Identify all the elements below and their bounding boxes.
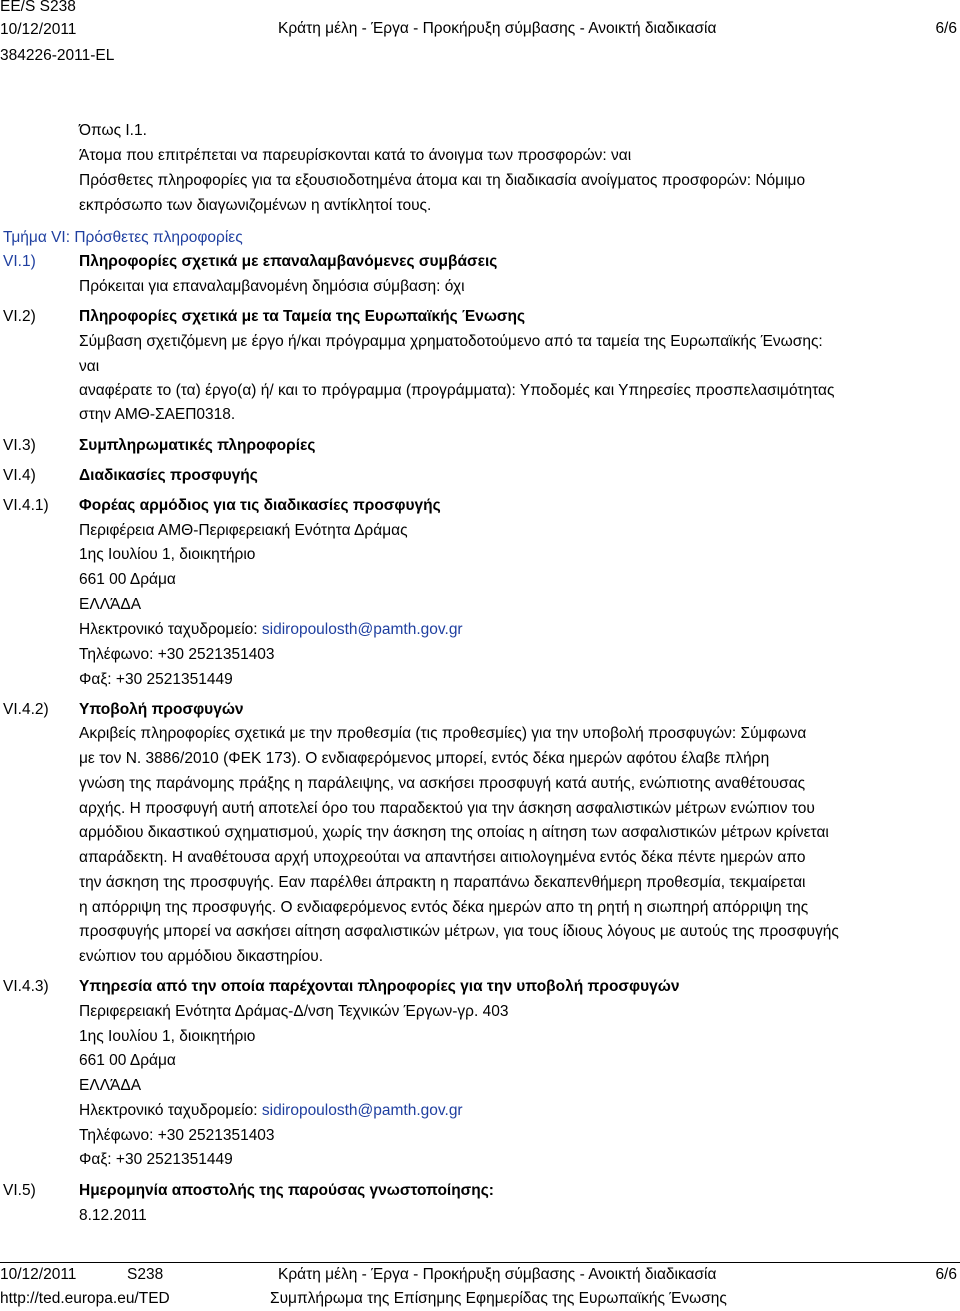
label-vi4: VI.4) <box>3 467 36 484</box>
doc-id: EE/S S238 <box>0 0 76 15</box>
heading-vi43: Υπηρεσία από την οποία παρέχονται πληροφορίες για την υποβολή προσφυγών <box>79 978 680 995</box>
intro-line: Όπως I.1. <box>79 122 147 139</box>
label-vi42: VI.4.2) <box>3 701 49 718</box>
vi42-line: γνώση της παράνομης πράξης η παράλειψης, να ασκήσει προσφυγή κατά αυτής, ενώπιοτης αναθέτουσας <box>79 775 806 792</box>
notice-number: 384226-2011-EL <box>0 47 115 64</box>
footer-title: Κράτη μέλη - Έργα - Προκήρυξη σύμβασης - Ανοικτή διαδικασία <box>278 1266 717 1283</box>
heading-vi42: Υποβολή προσφυγών <box>79 701 244 718</box>
heading-vi1: Πληροφορίες σχετικά με επαναλαμβανόμενες συμβάσεις <box>79 253 498 270</box>
label-vi41: VI.4.1) <box>3 497 49 514</box>
heading-vi5: Ημερομηνία αποστολής της παρούσας γνωστοποίησης: <box>79 1182 494 1199</box>
vi41-city: 661 00 Δράμα <box>79 571 176 588</box>
heading-vi3: Συμπληρωματικές πληροφορίες <box>79 437 316 454</box>
vi41-country: ΕΛΛΆΔΑ <box>79 596 142 613</box>
label-vi1: VI.1) <box>3 253 36 270</box>
vi42-line: προσφυγής μπορεί να ασκήσει αίτηση ασφαλιστικών μέτρων, για τους ίδιους λόγους με αυτούς της προσφυγής <box>79 923 839 940</box>
heading-vi2: Πληροφορίες σχετικά με τα Ταμεία της Ευρωπαϊκής Ένωσης <box>79 308 526 325</box>
phone-value: +30 2521351403 <box>157 646 275 663</box>
vi43-phone-row <box>79 1126 275 1146</box>
vi2-line: Σύμβαση σχετιζόμενη με έργο ή/και πρόγραμμα χρηματοδοτούμενο από τα ταμεία της Ευρωπαϊκής Ένωσης: <box>79 333 823 350</box>
vi2-line: στην ΑΜΘ-ΣΑΕΠ0318. <box>79 406 236 423</box>
email-link[interactable]: sidiropoulosth@pamth.gov.gr <box>261 621 463 638</box>
vi42-line: αρμόδιου δικαστικού σχηματισμού, χωρίς την άσκηση της οποίας η αίτηση των ασφαλιστικών μέτρων κρίνεται <box>79 824 829 841</box>
vi42-line: η απόρριψη της προσφυγής. Ο ενδιαφερόμενος εντός δέκα ημερών απο τη ρητή η σιωπηρή απόρριψη της <box>79 899 809 916</box>
vi43-address: 1ης Ιουλίου 1, διοικητήριο <box>79 1028 256 1045</box>
footer-subtitle: Συμπλήρωμα της Επίσημης Εφημερίδας της Ευρωπαϊκής Ένωσης <box>270 1290 727 1307</box>
vi5-date: 8.12.2011 <box>79 1207 147 1224</box>
header-title: Κράτη μέλη - Έργα - Προκήρυξη σύμβασης - Ανοικτή διαδικασία <box>278 20 717 37</box>
vi2-line: ναι <box>79 358 100 375</box>
fax-value: +30 2521351449 <box>115 1151 233 1168</box>
vi43-country: ΕΛΛΆΔΑ <box>79 1077 142 1094</box>
vi42-line: με τον Ν. 3886/2010 (ΦΕΚ 173). Ο ενδιαφερόμενος μπορεί, εντός δέκα ημερών αφότου έλαβε πλήρη <box>79 750 770 767</box>
footer-rule <box>0 1262 960 1263</box>
intro-line: Άτομα που επιτρέπεται να παρευρίσκονται κατά το άνοιγμα των προσφορών: ναι <box>79 147 632 164</box>
email-label: Ηλεκτρονικό ταχυδρομείο: <box>79 1102 262 1119</box>
fax-label: Φαξ: <box>79 671 116 688</box>
label-vi5: VI.5) <box>3 1182 36 1199</box>
intro-line: εκπρόσωπο των διαγωνιζομένων η αντίκλητοί τους. <box>79 197 432 214</box>
vi41-address: 1ης Ιουλίου 1, διοικητήριο <box>79 546 256 563</box>
phone-label: Τηλέφωνο: <box>79 1127 158 1144</box>
email-link[interactable]: sidiropoulosth@pamth.gov.gr <box>261 1102 463 1119</box>
page-header <box>0 0 960 70</box>
vi42-line: ενώπιον του αρμόδιου δικαστηρίου. <box>79 948 324 965</box>
header-date: 10/12/2011 <box>0 21 77 38</box>
vi2-line: αναφέρατε το (τα) έργο(α) ή/ και το πρόγραμμα (προγράμματα): Υποδομές και Υπηρεσίες προσπελασιμότητας <box>79 382 835 399</box>
heading-vi41: Φορέας αρμόδιος για τις διαδικασίες προσφυγής <box>79 497 441 514</box>
vi41-fax-row <box>79 670 233 690</box>
vi1-text: Πρόκειται για επαναλαμβανομένη δημόσια σύμβαση: όχι <box>79 278 465 295</box>
footer-date: 10/12/2011 <box>0 1266 77 1283</box>
vi42-line: Ακριβείς πληροφορίες σχετικά με την προθεσμία (τις προθεσμίες) για την υποβολή προσφυγών: Σύμφωνα <box>79 725 807 742</box>
vi41-email-row <box>79 620 463 640</box>
label-vi43: VI.4.3) <box>3 978 49 995</box>
section-title: Τμήμα VI: Πρόσθετες πληροφορίες <box>3 229 243 246</box>
vi42-line: αρχής. Η προσφυγή αυτή αποτελεί όρο του παραδεκτού για την άσκηση ασφαλιστικών μέτρων ενώπιον του <box>79 800 815 817</box>
email-label: Ηλεκτρονικό ταχυδρομείο: <box>79 621 262 638</box>
vi41-phone-row <box>79 645 275 665</box>
vi43-email-row <box>79 1101 463 1121</box>
intro-line: Πρόσθετες πληροφορίες για τα εξουσιοδοτημένα άτομα και τη διαδικασία ανοίγματος προσφορών: Νόμιμο <box>79 172 806 189</box>
vi43-fax-row <box>79 1150 233 1170</box>
vi43-city: 661 00 Δράμα <box>79 1052 176 1069</box>
heading-vi4: Διαδικασίες προσφυγής <box>79 467 258 484</box>
vi43-name: Περιφερειακή Ενότητα Δράμας-Δ/νση Τεχνικών Έργων-γρ. 403 <box>79 1003 509 1020</box>
phone-value: +30 2521351403 <box>157 1127 275 1144</box>
footer-page: 6/6 <box>935 1266 957 1283</box>
vi42-line: την άσκηση της προσφυγής. Εαν παρέλθει άπρακτη η παραπάνω δεκαπενθήμερη προθεσμία, τεκμαίρεται <box>79 874 806 891</box>
vi42-line: απαράδεκτη. Η αναθέτουσα αρχή υποχρεούται να απαντήσει αιτιολογημένα εντός δέκα πέντε ημερών απο <box>79 849 806 866</box>
phone-label: Τηλέφωνο: <box>79 646 158 663</box>
footer-series: S238 <box>127 1266 164 1283</box>
label-vi3: VI.3) <box>3 437 36 454</box>
fax-value: +30 2521351449 <box>115 671 233 688</box>
label-vi2: VI.2) <box>3 308 36 325</box>
footer-url[interactable]: http://ted.europa.eu/TED <box>0 1290 170 1307</box>
vi41-name: Περιφέρεια ΑΜΘ-Περιφερειακή Ενότητα Δράμας <box>79 522 408 539</box>
header-page: 6/6 <box>935 20 957 37</box>
page-footer <box>0 1262 960 1311</box>
fax-label: Φαξ: <box>79 1151 116 1168</box>
